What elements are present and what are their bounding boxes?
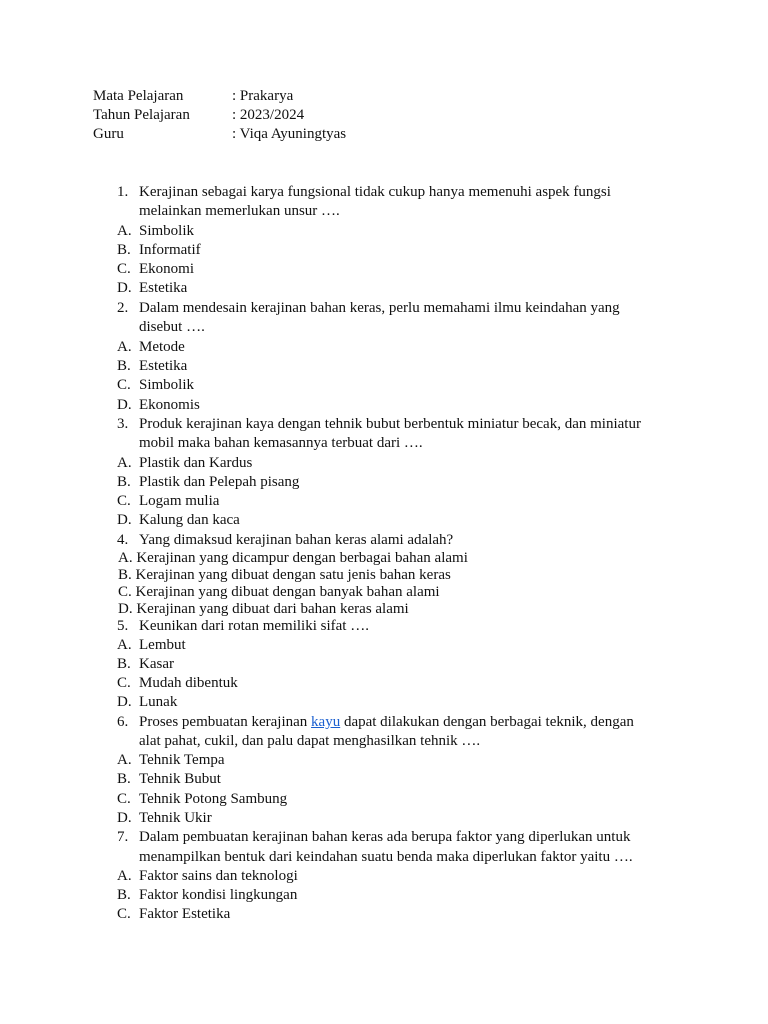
question-number: 5. <box>117 618 129 634</box>
option-text: Tehnik Ukir <box>139 810 212 826</box>
option-text: Mudah dibentuk <box>139 675 238 691</box>
option-key: A. <box>117 223 132 239</box>
question-number: 4. <box>117 532 129 548</box>
option-text: Faktor sains dan teknologi <box>139 868 298 884</box>
option-key: C. <box>117 675 131 691</box>
header-row-year <box>93 106 346 125</box>
question-text <box>139 713 634 732</box>
option-key: D. <box>117 280 132 296</box>
question-text: Kerajinan sebagai karya fungsional tidak cukup hanya memenuhi aspek fungsi <box>139 184 611 200</box>
option-key: A. <box>117 868 132 884</box>
option-key: A. <box>117 752 132 768</box>
option-text: Kasar <box>139 656 174 672</box>
kayu-link[interactable]: kayu <box>311 714 341 730</box>
question-number: 6. <box>117 714 129 730</box>
option-text: Plastik dan Pelepah pisang <box>139 474 300 490</box>
option-text: Plastik dan Kardus <box>139 455 253 471</box>
answer-option[interactable]: C. Kerajinan yang dibuat dengan banyak bahan alami <box>118 584 440 600</box>
option-key: B. <box>117 358 131 374</box>
option-key: D. <box>117 512 132 528</box>
question-number: 3. <box>117 416 129 432</box>
option-key: A. <box>117 455 132 471</box>
teacher-label: Guru <box>93 126 124 142</box>
question-text: disebut …. <box>139 319 205 335</box>
option-key: A. <box>117 637 132 653</box>
option-text: Estetika <box>139 358 188 374</box>
option-text: Faktor Estetika <box>139 906 231 922</box>
option-text: Simbolik <box>139 223 195 239</box>
question-text: menampilkan bentuk dari keindahan suatu benda maka diperlukan faktor yaitu …. <box>139 849 633 865</box>
question-text: melainkan memerlukan unsur …. <box>139 203 340 219</box>
option-key: B. <box>117 242 131 258</box>
option-text: Tehnik Tempa <box>139 752 225 768</box>
option-key: A. <box>117 339 132 355</box>
option-text: Informatif <box>139 242 201 258</box>
year-label: Tahun Pelajaran <box>93 107 190 123</box>
option-text: Metode <box>139 339 185 355</box>
option-text: Tehnik Potong Sambung <box>139 791 288 807</box>
option-key: B. <box>117 887 131 903</box>
question-text: Yang dimaksud kerajinan bahan keras alami adalah? <box>139 532 454 548</box>
option-text: Ekonomis <box>139 397 200 413</box>
subject-label: Mata Pelajaran <box>93 88 184 104</box>
question-text: Produk kerajinan kaya dengan tehnik bubut berbentuk miniatur becak, dan miniatur <box>139 416 641 432</box>
question-text: mobil maka bahan kemasannya terbuat dari …. <box>139 435 423 451</box>
answer-option[interactable]: B. Kerajinan yang dibuat dengan satu jenis bahan keras <box>118 567 451 583</box>
option-key: C. <box>117 493 131 509</box>
option-key: B. <box>117 474 131 490</box>
option-text: Lembut <box>139 637 186 653</box>
option-text: Faktor kondisi lingkungan <box>139 887 298 903</box>
option-text: Tehnik Bubut <box>139 771 221 787</box>
question-text: Dalam pembuatan kerajinan bahan keras ada berupa faktor yang diperlukan untuk <box>139 829 631 845</box>
question-text-post: dapat dilakukan dengan berbagai teknik, dengan <box>340 714 634 730</box>
option-text: Ekonomi <box>139 261 194 277</box>
header-row-subject <box>93 87 346 106</box>
answer-option[interactable]: A. Kerajinan yang dicampur dengan berbagai bahan alami <box>118 550 468 566</box>
option-text: Estetika <box>139 280 188 296</box>
question-text: Dalam mendesain kerajinan bahan keras, perlu memahami ilmu keindahan yang <box>139 300 620 316</box>
option-key: C. <box>117 906 131 922</box>
question-text: alat pahat, cukil, dan palu dapat menghasilkan tehnik …. <box>139 733 481 749</box>
option-key: C. <box>117 791 131 807</box>
question-text: Keunikan dari rotan memiliki sifat …. <box>139 618 369 634</box>
header-row-teacher <box>93 125 346 144</box>
document-header <box>93 87 346 144</box>
option-text: Kalung dan kaca <box>139 512 240 528</box>
question-number: 1. <box>117 184 129 200</box>
subject-value: : Prakarya <box>232 88 294 104</box>
question-text-pre: Proses pembuatan kerajinan <box>139 714 312 730</box>
option-key: D. <box>117 397 132 413</box>
teacher-value: : Viqa Ayuningtyas <box>232 126 347 142</box>
option-key: B. <box>117 656 131 672</box>
option-text: Lunak <box>139 694 178 710</box>
option-text: Simbolik <box>139 377 195 393</box>
question-number: 7. <box>117 829 129 845</box>
option-key: D. <box>117 694 132 710</box>
question-number: 2. <box>117 300 129 316</box>
option-key: C. <box>117 261 131 277</box>
option-key: C. <box>117 377 131 393</box>
answer-option[interactable]: D. Kerajinan yang dibuat dari bahan keras alami <box>118 601 409 617</box>
year-value: : 2023/2024 <box>232 107 305 123</box>
option-text: Logam mulia <box>139 493 220 509</box>
option-key: D. <box>117 810 132 826</box>
option-key: B. <box>117 771 131 787</box>
